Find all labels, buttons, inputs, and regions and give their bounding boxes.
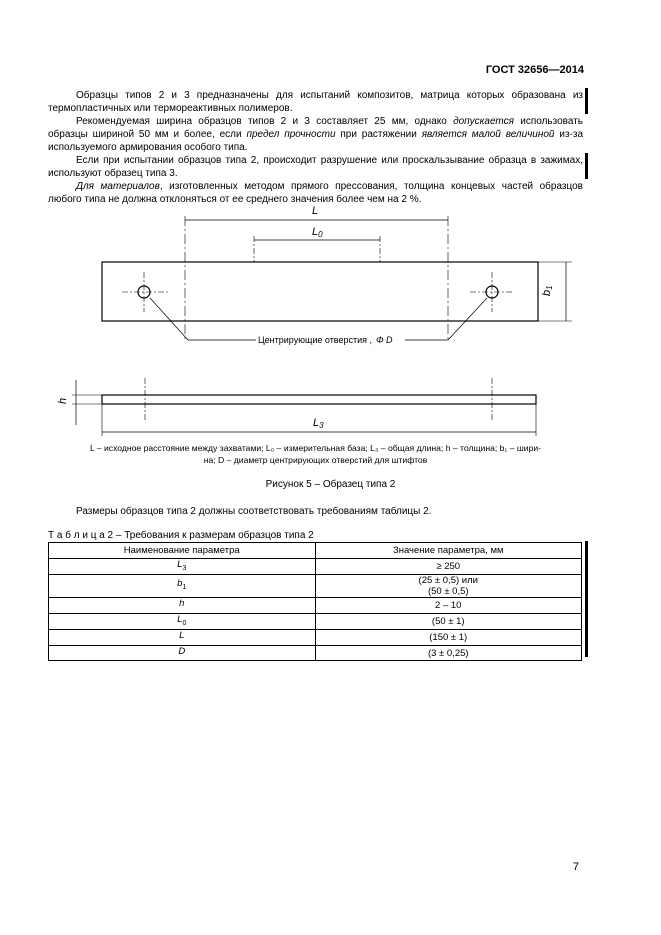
table-row <box>49 597 582 613</box>
table-header-cell: Наименование параметра <box>49 543 316 559</box>
label-L: L <box>312 205 319 217</box>
paragraph-2: Рекомендуемая ширина образцов типов 2 и 3 составляет 25 мм, однако допускается использовать образцы шириной 50 мм и более, если предел прочности при растяжении является малой величиной из-за используемого армирования особого типа. <box>48 116 583 153</box>
parameter-value-cell: (3 ± 0,25) <box>315 645 582 661</box>
specimen-side-view <box>102 395 536 404</box>
table-title: Т а б л и ц а 2 – Требования к размерам образцов типа 2 <box>48 530 314 541</box>
label-h: h <box>57 397 69 404</box>
specimen-top-view <box>102 262 538 321</box>
parameter-value-cell: (25 ± 0,5) или (50 ± 0,5) <box>315 574 582 597</box>
parameter-name-cell: h <box>49 597 316 613</box>
label-L3: L3 <box>313 417 324 430</box>
paragraph-1: Образцы типов 2 и 3 предназначены для испытаний композитов, матрица которых образована из термопластичных или термореактивных полимеров. <box>48 90 583 114</box>
parameter-name-cell: D <box>49 645 316 661</box>
paragraph-4: Для материалов, изготовленных методом прямого прессования, толщина концевых частей образцов любого типа не должна отклоняться от ее среднего значения более чем на 2 %. <box>48 181 583 205</box>
document-header: ГОСТ 32656—2014 <box>485 64 584 76</box>
parameter-name-cell: $b_1$ <box>49 574 316 597</box>
figure-legend <box>48 442 583 466</box>
requirement-text: Размеры образцов типа 2 должны соответствовать требованиям таблицы 2. <box>76 506 432 517</box>
parameter-name-cell: $L_0$ <box>49 613 316 629</box>
legend-line: на; D – диаметр центрирующих отверстий для штифтов <box>203 455 428 465</box>
page-number: 7 <box>572 861 579 873</box>
leader-line <box>150 298 256 340</box>
label-L0: L0 <box>312 226 323 239</box>
specimen-drawing <box>0 200 661 440</box>
parameter-value-cell: (150 ± 1) <box>315 629 582 645</box>
paragraph-3: Если при испытании образцов типа 2, происходит разрушение или проскальзывание образца в зажимах, используют образец типа 3. <box>48 155 583 179</box>
parameter-name-cell: L <box>49 629 316 645</box>
legend-line: L – исходное расстояние между захватами; L₀ – измерительная база; L₃ – общая длина; h – толщина; b₁ – шири- <box>89 443 542 453</box>
leader-line <box>405 298 487 340</box>
figure-title: Рисунок 5 – Образец типа 2 <box>265 479 396 490</box>
table-row <box>49 613 582 629</box>
table-row <box>49 645 582 661</box>
table-header-cell: Значение параметра, мм <box>315 543 582 559</box>
table-row <box>49 574 582 597</box>
parameters-table <box>48 542 582 661</box>
parameter-value-cell: (50 ± 1) <box>315 613 582 629</box>
parameter-name-cell: $L_3$ <box>49 559 316 575</box>
label-b1: b1 <box>541 285 554 296</box>
change-bar <box>585 541 588 657</box>
label-diameter: Φ D <box>376 335 393 345</box>
change-bar <box>585 88 588 114</box>
change-bar <box>585 153 588 179</box>
table-row <box>49 559 582 575</box>
body-text <box>48 89 583 206</box>
label-centering-holes: Центрирующие отверстия , <box>258 335 373 345</box>
parameter-value-cell: ≥ 250 <box>315 559 582 575</box>
parameter-value-cell: 2 – 10 <box>315 597 582 613</box>
table-row <box>49 629 582 645</box>
